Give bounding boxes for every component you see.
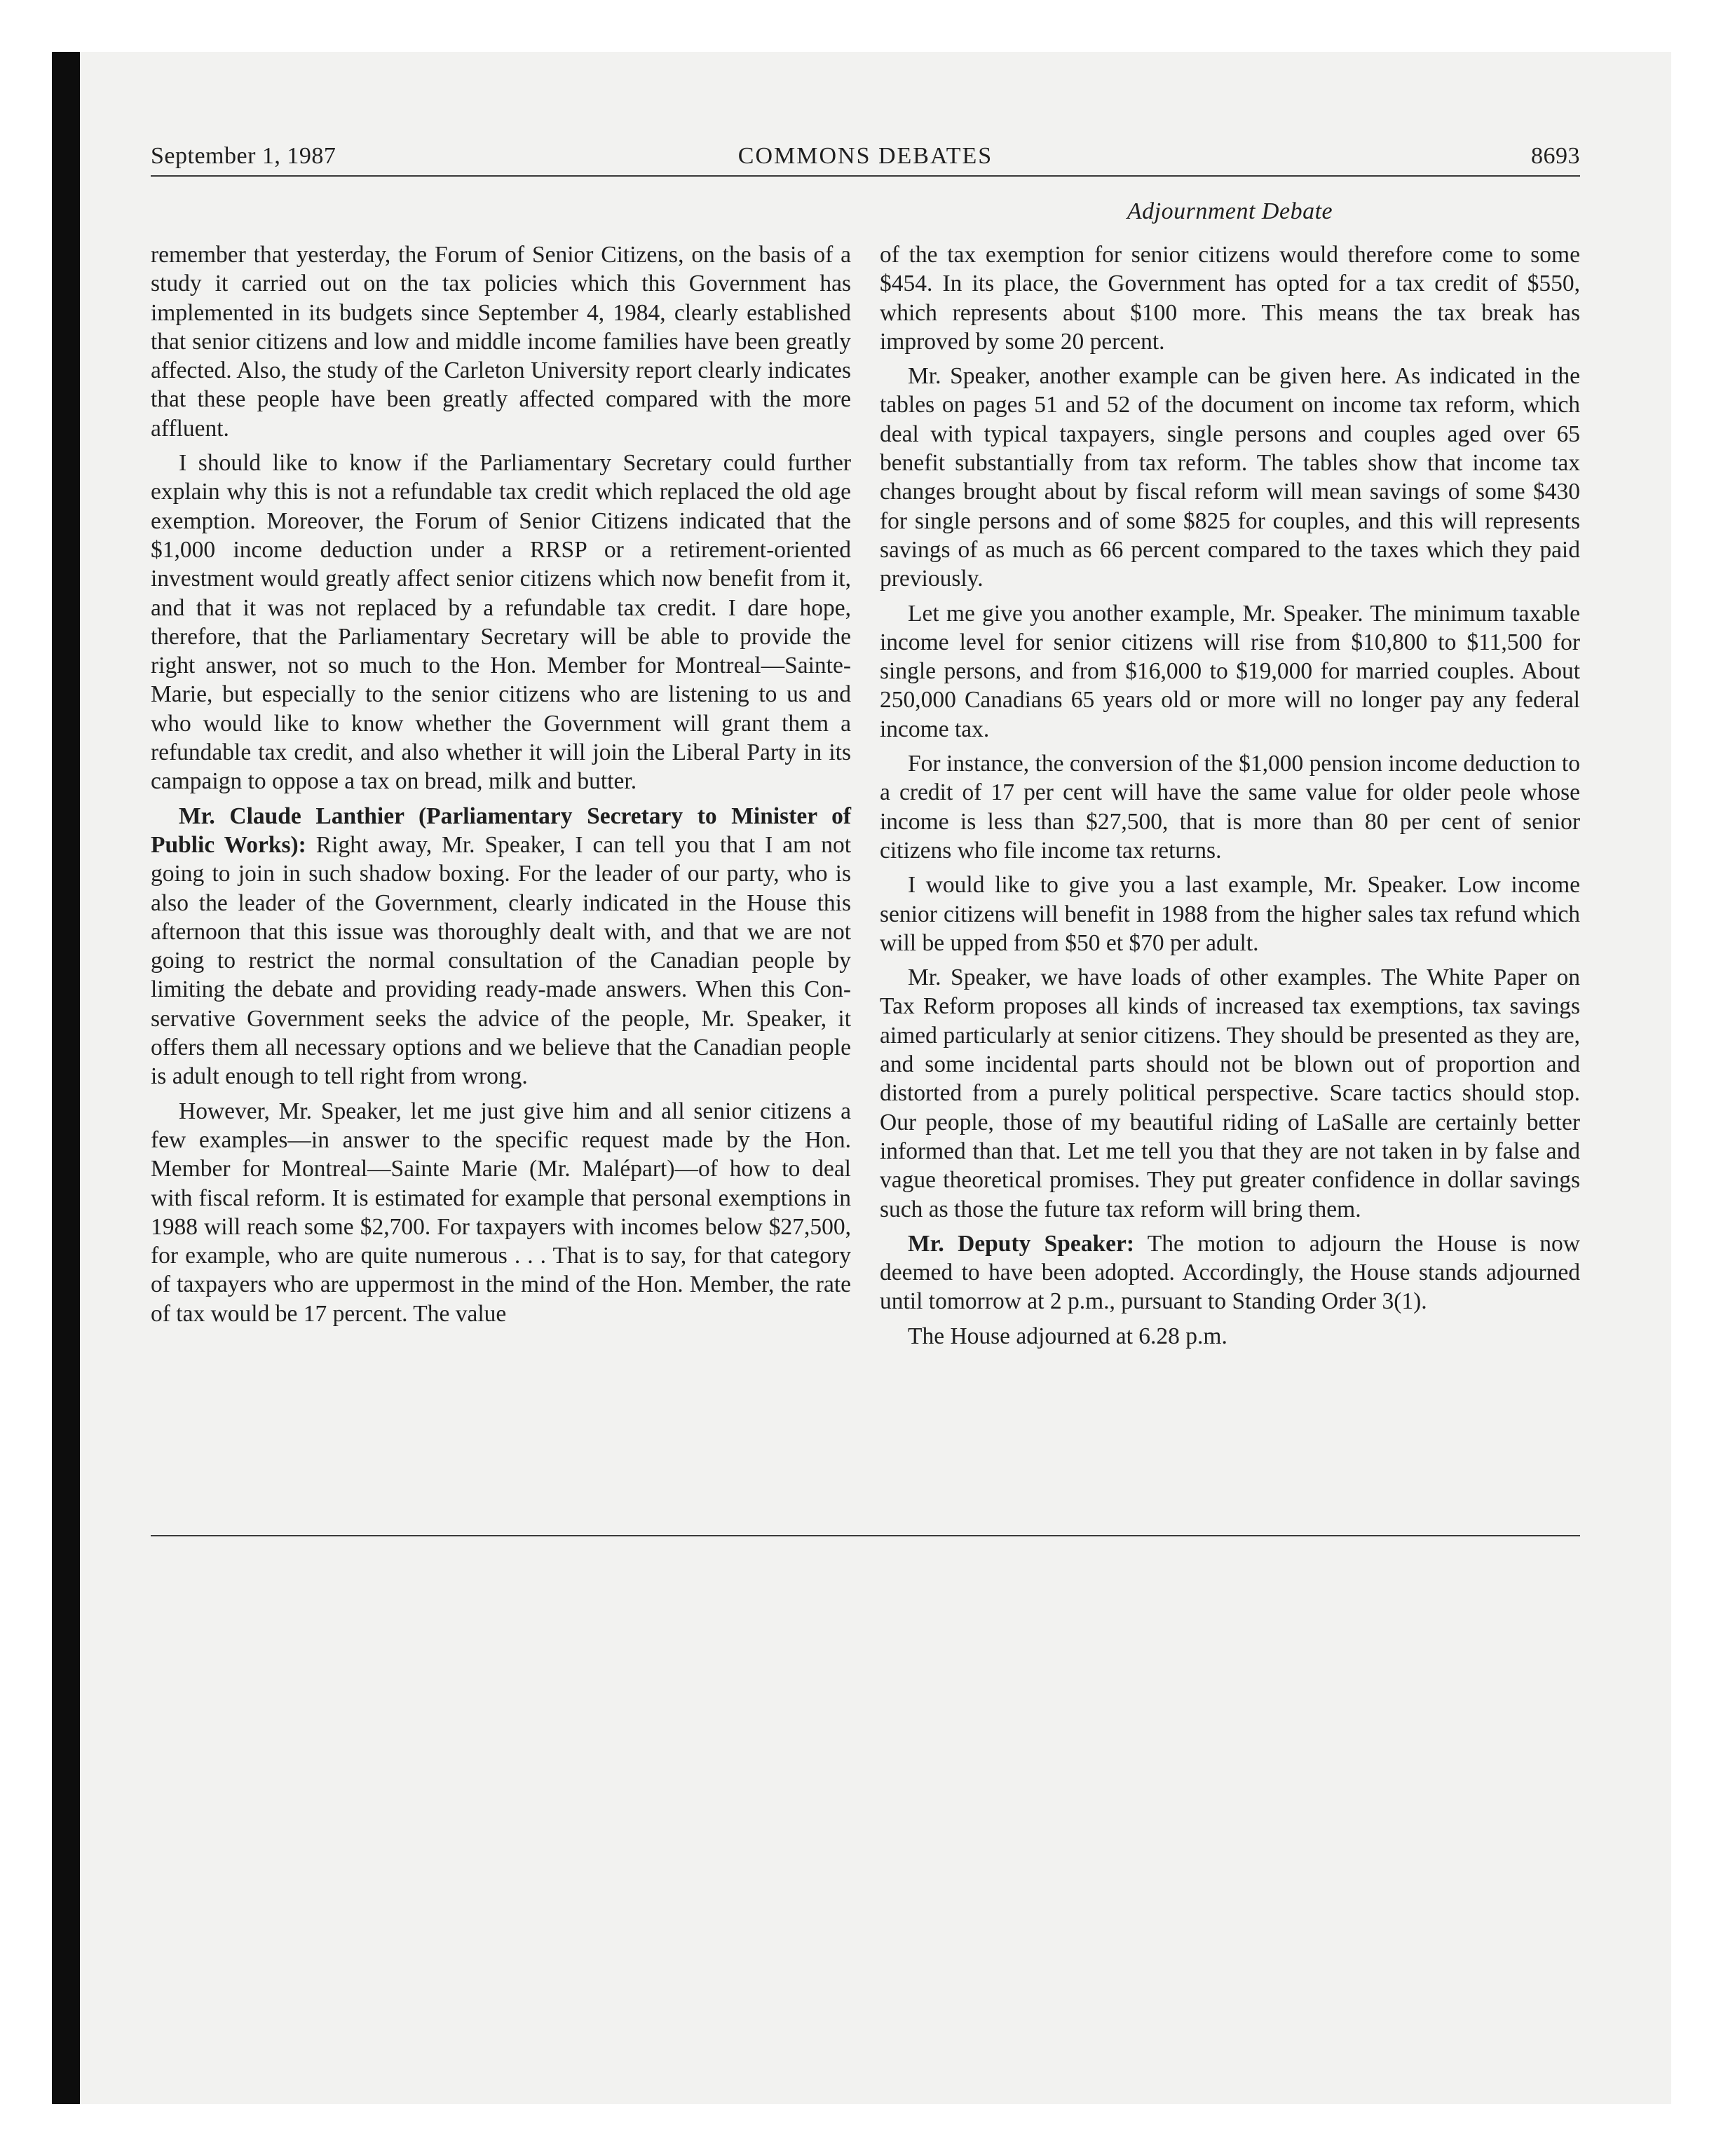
speech-paragraph: [880, 1229, 1580, 1316]
paragraph: of the tax exemption for senior citizens would therefore come to some $454. In its place, the Government has opted for a tax credit of $550, which represents about $100 more. This means the tax break has improved by some 20 percent.: [880, 242, 1580, 355]
paragraph: I should like to know if the Parliamentary Secretary could further explain why this is not a refundable tax credit which replaced the old age exemption. Moreover, the Forum of Senior Citizens indicated that the $1,000 income deduction under a RRSP or a retirement-oriented investment would greatly affect senior citizens which now benefit from it, and that it was not replaced by a refundable tax credit. I dare hope, therefore, that the Parliamentary Secretary will be able to provide the right answer, not so much to the Hon. Member for Montreal—Sainte-Marie, but especially to the senior citizens who are listening to us and who would like to know whether the Government will grant them a refundable tax credit, and also whether it will join the Liberal Party in its campaign to oppose a tax on bread, milk and butter.: [151, 450, 851, 795]
running-header: [151, 143, 1580, 178]
left-column: [151, 240, 851, 1334]
header-journal-title: COMMONS DEBATES: [737, 143, 993, 169]
right-column: [880, 240, 1580, 1356]
paragraph: However, Mr. Speaker, let me just give him and all senior citizens a few examples—in answer to the specific request made by the Hon. Member for Montreal—Sainte Marie (Mr. Malépart)—of how to deal with fiscal reform. It is estimated for example that personal exemptions in 1988 will reach some $2,700. For taxpayers with incomes below $27,500, for example, who are quite numerous . . . That is to say, for that category of taxpayers who are uppermost in the mind of the Hon. Member, the rate of tax would be 17 percent. The value: [151, 1098, 851, 1327]
paragraph: Let me give you another example, Mr. Speaker. The minimum taxable income level for senior citizens will rise from $10,800 to $11,500 for single persons, and from $16,000 to $19,000 for married couples. About 250,000 Canadians 65 years old or more will no longer pay any federal income tax.: [880, 600, 1580, 742]
paragraph: remember that yesterday, the Forum of Senior Citizens, on the basis of a study it carried out on the tax policies which this Government has implemented in its budgets since September 4, 1984, clearly established that senior citizens and low and middle income families have been greatly affected. Also, the study of the Carleton University report clearly indicates that these people have been greatly affected compared with the more affluent.: [151, 242, 851, 442]
header-date: September 1, 1987: [151, 143, 336, 169]
section-title: Adjournment Debate: [1127, 198, 1333, 224]
speech-text: The motion to adjourn the House is now deemed to have been adopted. Accordingly, the House stands adjourned until tomorrow at 2 p.m., pursuant to Standing Order 3(1).: [880, 1230, 1580, 1315]
page-binding-edge: [52, 52, 80, 2104]
speech-paragraph: [151, 802, 851, 1091]
paragraph: The House adjourned at 6.28 p.m.: [908, 1323, 1227, 1349]
speaker-name: Mr. Deputy Speaker:: [908, 1230, 1135, 1257]
header-page-number: 8693: [1531, 143, 1580, 169]
paragraph: I would like to give you a last example, Mr. Speaker. Low income senior citizens will benefit in 1988 from the higher sales tax refund which will be upped from $50 et $70 per adult.: [880, 872, 1580, 956]
paragraph: For instance, the conversion of the $1,000 pension income deduction to a credit of 17 per cent will have the same value for older peole whose income is less than $27,500, that is more than 80 per cent of senior citizens who file income tax returns.: [880, 751, 1580, 864]
footer-rule: [151, 1535, 1580, 1536]
speech-text: Right away, Mr. Speaker, I can tell you that I am not going to join in such shadow boxing. For the leader of our party, who is also the leader of the Government, clearly indicated in the House this afternoon that this issue was thoroughly dealt with, and that we are not going to restrict the normal consultation of the Canadian people by limiting the debate and providing ready-made answers. When this Conservative Government seeks the advice of the people, Mr. Speaker, it offers them all necessary options and we believe that the Canadian people is adult enough to tell right from wrong.: [151, 831, 851, 1090]
paragraph: Mr. Speaker, another example can be given here. As indicated in the tables on pages 51 and 52 of the document on income tax reform, which deal with typical taxpayers, single persons and couples aged over 65 benefit substantially from tax reform. The tables show that income tax changes brought about by fiscal reform will mean savings of some $430 for single persons and of some $825 for couples, and this will represents savings of as much as 66 percent compared to the taxes which they paid previously.: [880, 363, 1580, 592]
speaker-name: Mr. Claude Lanthier (Parliamentary Secretary to Minister of Public Works):: [151, 803, 851, 858]
paragraph: Mr. Speaker, we have loads of other examples. The White Paper on Tax Reform proposes all kinds of increased tax exemptions, tax savings aimed particularly at senior citizens. They should be presented as they are, and some incidental parts should not be blown out of proportion and distorted from a purely political perspective. Scare tactics should stop. Our people, those of my beautiful riding of LaSalle are certainly better informed than that. Let me tell you that they are not taken in by false and vague theoretical promises. They put greater confidence in dollar savings such as those the future tax reform will bring them.: [880, 964, 1580, 1222]
header-rule: [151, 175, 1580, 177]
